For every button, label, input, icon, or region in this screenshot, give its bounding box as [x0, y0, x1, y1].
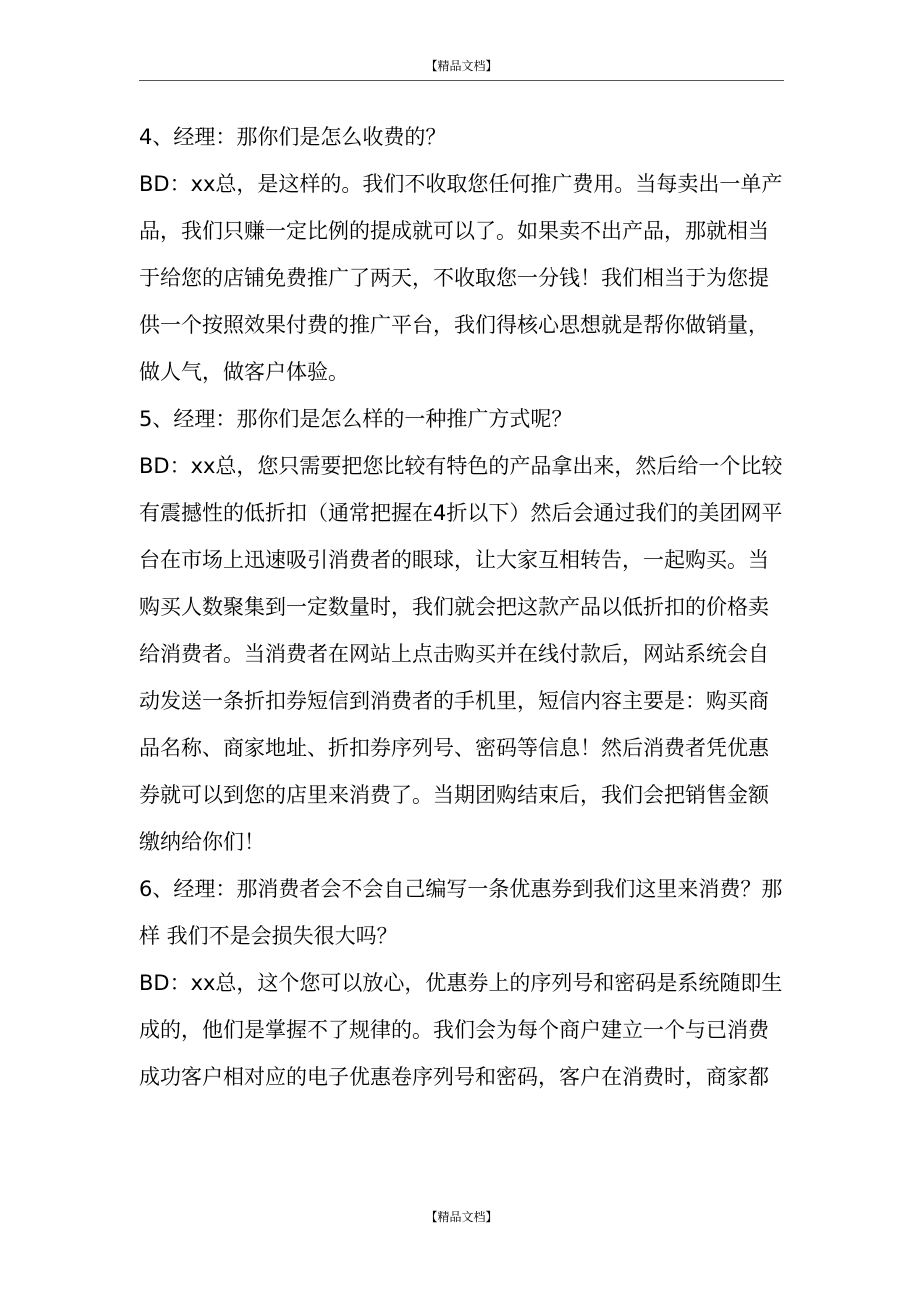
text-line: 台在市场上迅速吸引消费者的眼球，让大家互相转告，一起购买。当 [139, 548, 769, 572]
text-line: 供一个按照效果付费的推广平台，我们得核心思想就是帮你做销量， [139, 313, 769, 337]
document-body [139, 114, 784, 1101]
text-line: 做人气，做客户体验。 [139, 360, 349, 384]
text-line: 品名称、商家地址、折扣券序列号、密码等信息！然后消费者凭优惠 [139, 736, 769, 760]
text-line: 缴纳给你们！ [139, 830, 265, 854]
text-line: 5、经理：那你们是怎么样的一种推广方式呢？ [139, 407, 573, 431]
header-divider [139, 80, 784, 81]
text-line: 给消费者。当消费者在网站上点击购买并在线付款后，网站系统会自 [139, 642, 769, 666]
text-line: 4、经理：那你们是怎么收费的？ [139, 125, 447, 149]
text-line: BD：xx总，是这样的。我们不收取您任何推广费用。当每卖出一单产 [139, 172, 783, 196]
text-line: 券就可以到您的店里来消费了。当期团购结束后，我们会把销售金额 [139, 783, 769, 807]
text-line: 动发送一条折扣券短信到消费者的手机里，短信内容主要是：购买商 [139, 689, 769, 713]
text-line: 6、经理：那消费者会不会自己编写一条优惠券到我们这里来消费？那 [139, 877, 783, 901]
text-line: BD：xx总，这个您可以放心，优惠券上的序列号和密码是系统随即生 [139, 971, 783, 995]
text-line: 成功客户相对应的电子优惠卷序列号和密码，客户在消费时，商家都 [139, 1065, 769, 1089]
text-line: 有震撼性的低折扣（通常把握在4折以下）然后会通过我们的美团网平 [139, 501, 783, 525]
text-line: 于给您的店铺免费推广了两天，不收取您一分钱！我们相当于为您提 [139, 266, 769, 290]
text-line: 购买人数聚集到一定数量时，我们就会把这款产品以低折扣的价格卖 [139, 595, 769, 619]
page-header: 【精品文档】 [425, 59, 498, 73]
text-line: BD：xx总，您只需要把您比较有特色的产品拿出来，然后给一个比较 [139, 454, 783, 478]
page-footer: 【精品文档】 [425, 1210, 498, 1224]
text-line: 品，我们只赚一定比例的提成就可以了。如果卖不出产品，那就相当 [139, 219, 769, 243]
text-line: 成的，他们是掌握不了规律的。我们会为每个商户建立一个与已消费 [139, 1018, 769, 1042]
text-line: 样 我们不是会损失很大吗？ [139, 924, 398, 948]
